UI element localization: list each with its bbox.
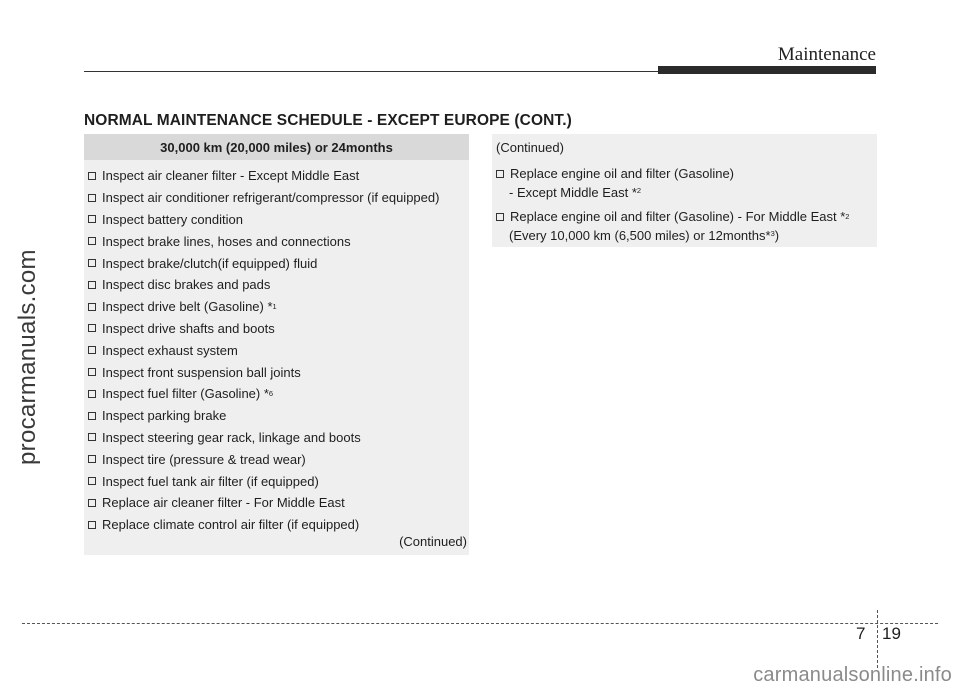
checklist-item — [84, 383, 469, 405]
item-text: Inspect brake/clutch(if equipped) fluid — [102, 255, 318, 271]
footnote-ref: 1 — [272, 302, 277, 312]
bottom-watermark: carmanualsonline.info — [753, 664, 952, 686]
section-title: NORMAL MAINTENANCE SCHEDULE - EXCEPT EUROPE (CONT.) — [84, 112, 572, 129]
item-text: Inspect parking brake — [102, 408, 227, 424]
checklist-item — [84, 252, 469, 274]
side-watermark: procarmanuals.com — [14, 249, 41, 465]
checkbox-icon — [88, 433, 96, 441]
item-text: Replace air cleaner filter - For Middle East — [102, 495, 345, 511]
item-text: Replace climate control air filter (if equipped) — [102, 517, 360, 533]
footnote-ref: 2 — [845, 212, 850, 221]
checkbox-icon — [88, 237, 96, 245]
item-text: Inspect air cleaner filter - Except Middle East — [102, 168, 360, 184]
item-text: Replace engine oil and filter (Gasoline) - For Middle East * — [510, 209, 846, 224]
checkbox-icon — [88, 324, 96, 332]
checkbox-icon — [88, 281, 96, 289]
checkbox-icon — [88, 499, 96, 507]
item-text: Inspect drive belt (Gasoline) * — [102, 299, 273, 315]
checkbox-icon — [88, 412, 96, 420]
checklist-item — [84, 427, 469, 449]
checklist-item — [84, 361, 469, 383]
checklist-item — [84, 492, 469, 514]
item-text: Inspect brake lines, hoses and connections — [102, 233, 351, 249]
checklist-item — [84, 165, 469, 187]
schedule-left-box — [84, 134, 469, 555]
checkbox-icon — [88, 259, 96, 267]
item-text: ) — [774, 228, 780, 243]
checklist-item — [84, 470, 469, 492]
item-text: Inspect battery condition — [102, 211, 243, 227]
item-text: Inspect front suspension ball joints — [102, 364, 301, 380]
item-text: Inspect exhaust system — [102, 342, 238, 358]
item-text: Replace engine oil and filter (Gasoline) — [510, 166, 735, 181]
checkbox-icon — [88, 368, 96, 376]
continued-label: (Continued) — [399, 534, 467, 549]
checkbox-icon — [496, 213, 504, 221]
item-text: Inspect fuel tank air filter (if equipped) — [102, 473, 319, 489]
footnote-ref: 3 — [770, 229, 775, 238]
checkbox-icon — [88, 303, 96, 311]
item-text: Inspect air conditioner refrigerant/compressor (if equipped) — [102, 190, 440, 206]
checklist-item — [84, 448, 469, 470]
checklist-item — [496, 165, 734, 201]
checkbox-icon — [88, 346, 96, 354]
footer-divider — [877, 610, 878, 668]
checkbox-icon — [88, 521, 96, 529]
header-rule — [84, 71, 660, 72]
chapter-number: 7 — [856, 624, 866, 643]
item-text: Inspect fuel filter (Gasoline) * — [102, 386, 269, 402]
checklist-item — [84, 405, 469, 427]
checkbox-icon — [88, 194, 96, 202]
schedule-right-box — [492, 134, 877, 247]
checklist-item — [84, 339, 469, 361]
item-text: Inspect steering gear rack, linkage and boots — [102, 429, 361, 445]
checkbox-icon — [88, 390, 96, 398]
checklist-item — [84, 230, 469, 252]
checklist-item — [84, 209, 469, 231]
continued-label-right: (Continued) — [496, 140, 564, 155]
item-text: Inspect tire (pressure & tread wear) — [102, 451, 306, 467]
header-title: Maintenance — [777, 44, 876, 65]
checkbox-icon — [88, 172, 96, 180]
checkbox-icon — [88, 215, 96, 223]
checklist-item — [84, 296, 469, 318]
checkbox-icon — [496, 170, 504, 178]
footnote-ref: 6 — [268, 389, 274, 399]
checkbox-icon — [88, 477, 96, 485]
checkbox-icon — [88, 455, 96, 463]
footnote-ref: 2 — [636, 186, 642, 195]
page-number: 19 — [882, 624, 901, 643]
checklist — [84, 160, 469, 536]
item-text: Inspect drive shafts and boots — [102, 320, 275, 336]
item-text: (Every 10,000 km (6,500 miles) or 12months* — [509, 228, 771, 243]
checklist-item — [84, 187, 469, 209]
checklist-item — [496, 208, 849, 244]
checklist-item — [84, 514, 469, 536]
header-bar — [658, 66, 876, 74]
footer-rule — [22, 623, 938, 624]
checklist-item — [84, 318, 469, 340]
item-text: Inspect disc brakes and pads — [102, 277, 271, 293]
checklist-item — [84, 274, 469, 296]
interval-heading: 30,000 km (20,000 miles) or 24months — [84, 134, 469, 160]
item-text: - Except Middle East * — [509, 185, 637, 200]
